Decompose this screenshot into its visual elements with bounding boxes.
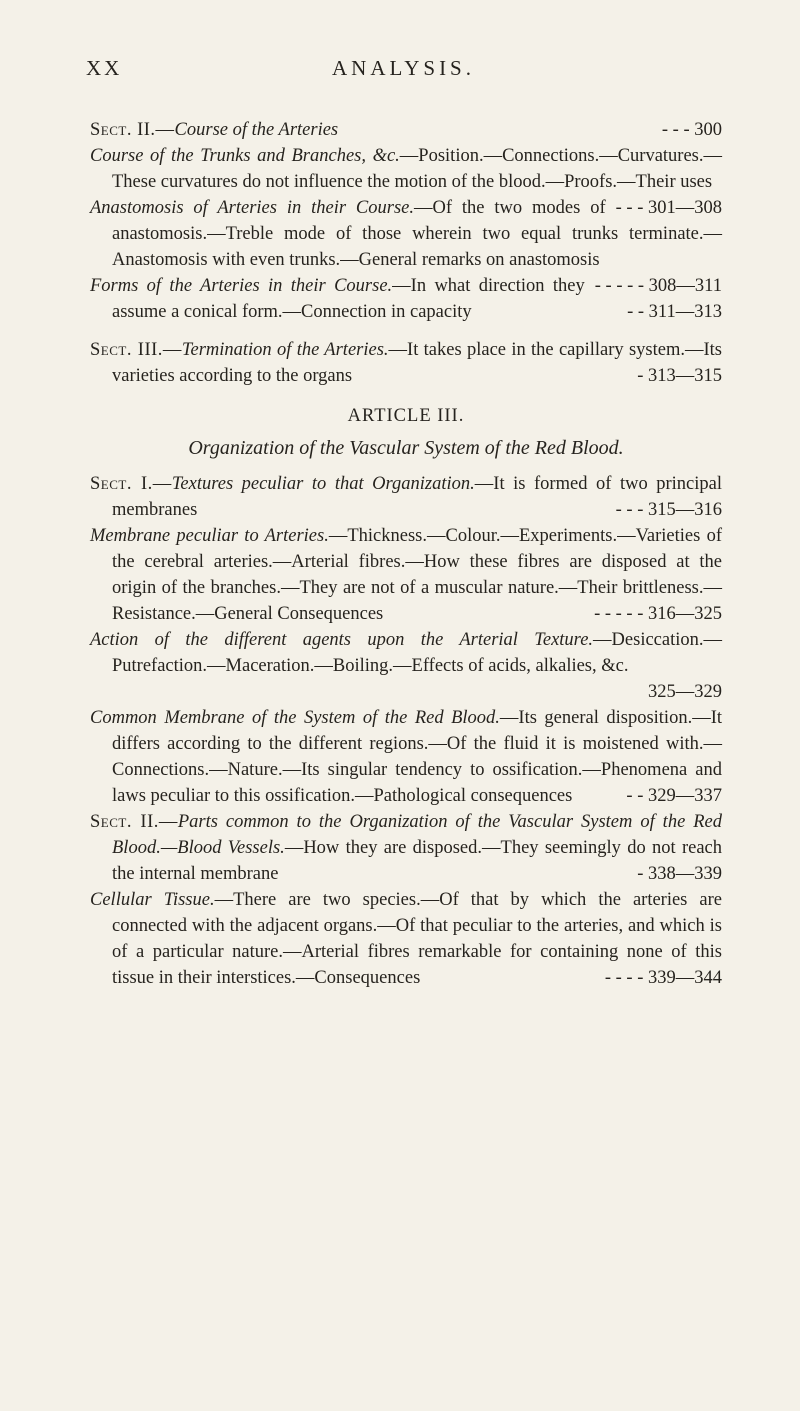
entry-text: —It is formed of two principal membranes	[112, 474, 722, 520]
entry-title: Anastomosis of Arteries in their Course.	[90, 198, 415, 218]
contents-entry	[90, 117, 722, 143]
entry-title: Cellular Tissue.	[90, 890, 215, 910]
entry-text: —There are two species.—Of that by which the arteries are connected with the adjacent organs.—Of that peculiar to the arteries, and which is of a particular nature.—Arterial fibres remarkable for containing none of this tissue in their interstices.—Consequences	[112, 890, 722, 988]
entry-text: —How they are disposed.—They seemingly do not reach the internal membrane	[112, 838, 722, 884]
entry-title: Course of the Trunks and Branches, &c.	[90, 146, 400, 166]
contents-entry	[90, 705, 722, 809]
entry-title: Forms of the Arteries in their Course.	[90, 276, 393, 296]
page-folio: XX	[86, 56, 123, 80]
entry-pages: - 338—339	[637, 864, 722, 884]
contents-entry	[90, 337, 722, 389]
entry-title: Action of the different agents upon the Arterial Texture.	[90, 630, 594, 650]
entry-text: —Of the two modes of anastomosis.—Treble mode of those wherein two equal trunks terminate.—Anastomosis with even trunks.—General remarks on anastomosis	[112, 198, 722, 270]
entry-lead: Sect. I.—	[90, 474, 172, 494]
entry-title: Common Membrane of the System of the Red Blood.	[90, 708, 500, 728]
entry-pages: - - - - - 308—311	[594, 276, 722, 296]
contents-entry	[90, 809, 722, 887]
contents-entry	[90, 523, 722, 627]
entry-text: —In what direction they assume a conical form.—Connection in capacity	[112, 276, 585, 322]
entry-pages: - - - 301—308	[615, 198, 722, 218]
entry-pages: - - - - 339—344	[604, 968, 722, 988]
entry-lead: Sect. II.—	[90, 812, 178, 832]
entry-text: —Position.—Connections.—Curvatures.—These curvatures do not influence the motion of the blood.—Proofs.—Their uses	[112, 146, 722, 192]
analysis-contents	[90, 117, 722, 991]
entry-pages: - - 329—337	[626, 786, 722, 806]
entry-title: Parts common to the Organization of the Vascular System of the Red Blood.—Blood Vessels.	[112, 812, 722, 858]
article-subtitle: Organization of the Vascular System of the Red Blood.	[188, 437, 624, 459]
running-title: ANALYSIS.	[332, 56, 475, 80]
entry-pages: - - - - - 316—325	[594, 604, 722, 624]
entry-pages: 325—329	[648, 682, 722, 702]
entry-text: —Desiccation.—Putrefaction.—Maceration.—Boiling.—Effects of acids, alkalies, &c.	[112, 630, 722, 676]
article-heading: ARTICLE III.	[347, 406, 465, 426]
entry-text: —It takes place in the capillary system.—Its varieties according to the organs	[112, 340, 722, 386]
entry-title: Course of the Arteries	[174, 120, 339, 140]
entry-text: —Its general disposition.—It differs according to the different regions.—Of the fluid it is moistened with.—Connections.—Nature.—Its singular tendency to ossification.—Phenomena and laws peculiar to this ossification.—Pathological consequences	[112, 708, 722, 806]
entry-lead: Sect. II.—	[90, 120, 175, 140]
entry-title: Membrane peculiar to Arteries.	[90, 526, 329, 546]
entry-lead: Sect. III.—	[90, 340, 182, 360]
contents-entry	[90, 471, 722, 523]
entry-title: Textures peculiar to that Organization.	[171, 474, 475, 494]
contents-entry	[90, 887, 722, 991]
entry-pages: - - - 300	[661, 120, 722, 140]
contents-entry	[90, 627, 722, 705]
entry-pages: - 313—315	[637, 366, 722, 386]
entry-pages: - - - 315—316	[615, 500, 722, 520]
entry-text: —Thickness.—Colour.—Experiments.—Varieties of the cerebral arteries.—Arterial fibres.—How these fibres are disposed at the origin of the branches.—They are not of a muscular nature.—Their brittleness.—Resistance.—General Consequences	[112, 526, 722, 624]
entry-pages: - - 311—313	[627, 302, 722, 322]
entry-title: Termination of the Arteries.	[181, 340, 389, 360]
page-header	[86, 56, 726, 86]
